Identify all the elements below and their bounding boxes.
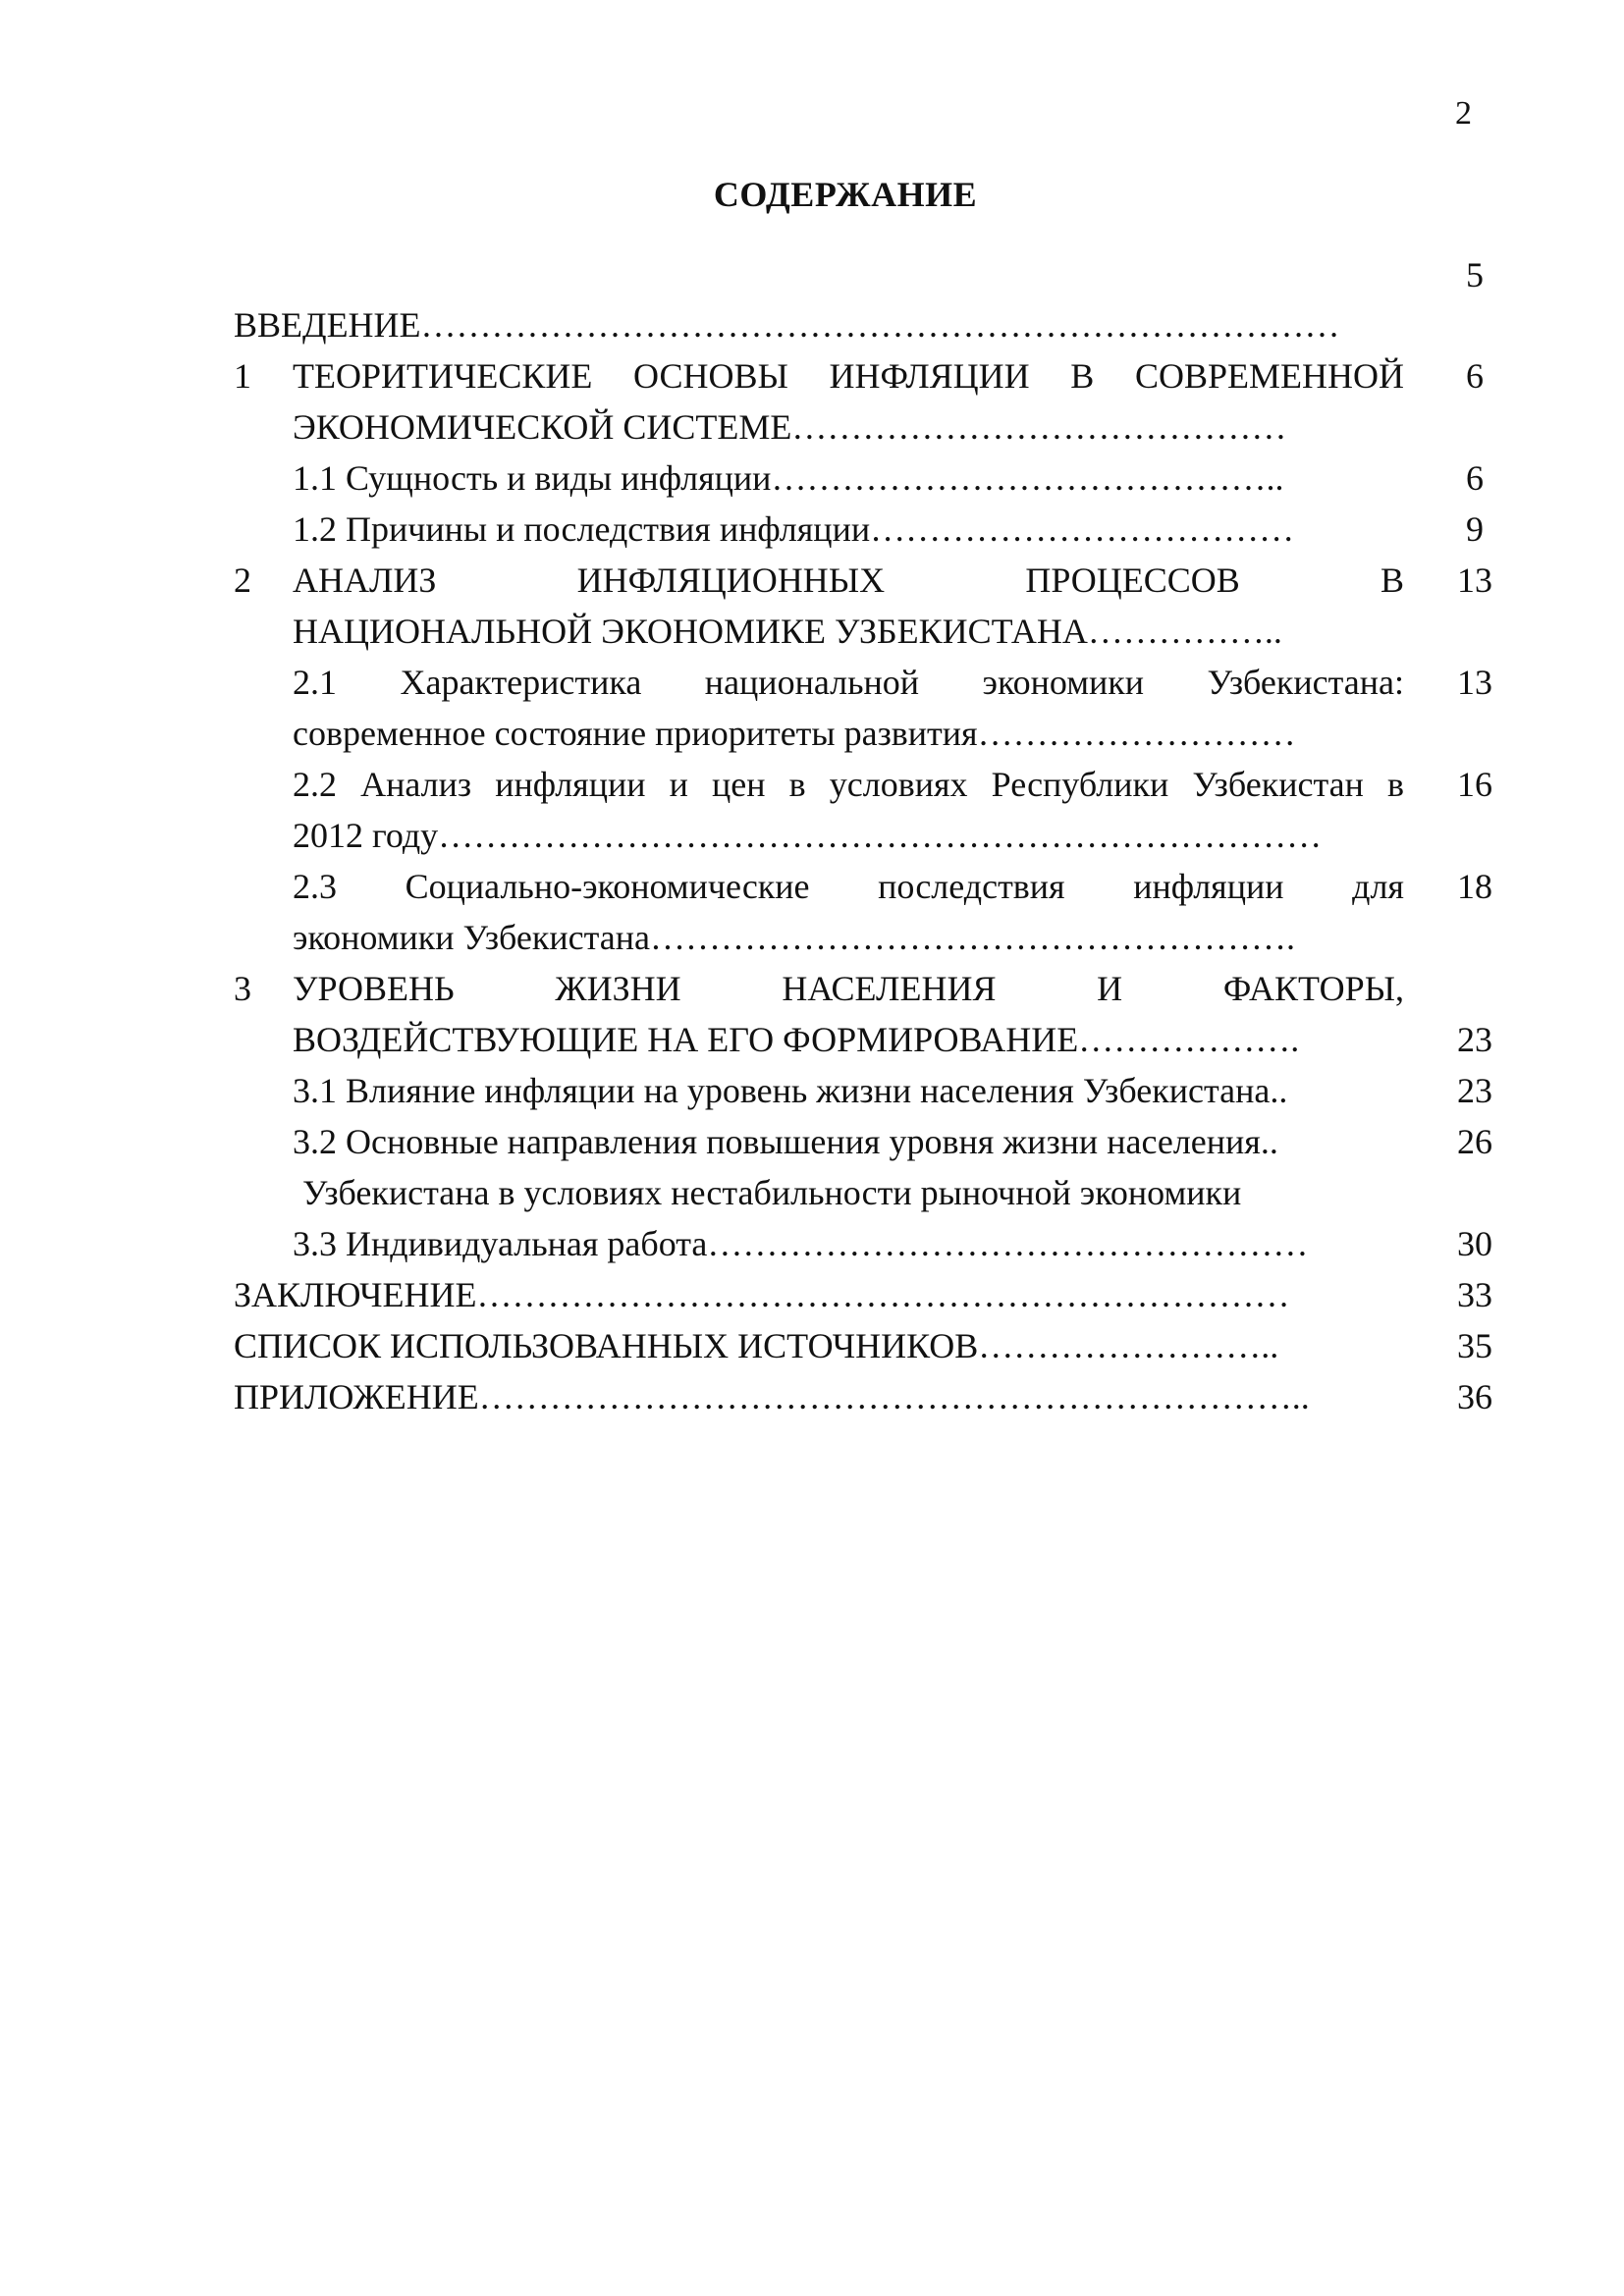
toc-section-1-2: 1.2 Причины и последствия инфляции……………………………… xyxy=(293,509,1295,549)
toc-entry-intro: ВВЕДЕНИЕ…………………………………………………………………… xyxy=(234,305,1340,345)
toc-section-2-2-line1: 2.2 Анализ инфляции и цен в условиях Республики Узбекистан в xyxy=(293,765,1404,804)
toc-page-section-3-2: 26 xyxy=(1457,1122,1492,1161)
toc-entry-conclusion: ЗАКЛЮЧЕНИЕ…………………………………………………………… xyxy=(234,1275,1290,1314)
toc-chapter-3-title-line1: УРОВЕНЬ ЖИЗНИ НАСЕЛЕНИЯ И ФАКТОРЫ, xyxy=(293,969,1404,1008)
toc-entry-sources: СПИСОК ИСПОЛЬЗОВАННЫХ ИСТОЧНИКОВ…………………….. xyxy=(234,1326,1279,1365)
toc-chapter-3-number: 3 xyxy=(234,969,251,1008)
toc-chapter-2-title-line2: НАЦИОНАЛЬНОЙ ЭКОНОМИКЕ УЗБЕКИСТАНА…………….. xyxy=(293,612,1282,651)
toc-page-chapter-3: 23 xyxy=(1457,1020,1492,1059)
toc-section-2-3-line1: 2.3 Социально-экономические последствия инфляции для xyxy=(293,867,1404,906)
toc-page-appendix: 36 xyxy=(1457,1377,1492,1416)
toc-page-chapter-2: 13 xyxy=(1457,561,1492,600)
toc-page-intro: 5 xyxy=(1466,255,1484,294)
toc-section-2-1-line2: современное состояние приоритеты развития……………………… xyxy=(293,714,1296,753)
toc-page-section-3-3: 30 xyxy=(1457,1224,1492,1263)
toc-entry-appendix: ПРИЛОЖЕНИЕ…………………………………………………………….. xyxy=(234,1377,1310,1416)
toc-chapter-1-title-line1: ТЕОРИТИЧЕСКИЕ ОСНОВЫ ИНФЛЯЦИИ В СОВРЕМЕННОЙ xyxy=(293,356,1404,396)
toc-section-3-3: 3.3 Индивидуальная работа…………………………………………… xyxy=(293,1224,1309,1263)
toc-section-3-2-line2: Узбекистана в условиях нестабильности рыночной экономики xyxy=(302,1173,1242,1212)
toc-page-chapter-1: 6 xyxy=(1466,356,1484,396)
page-title: СОДЕРЖАНИЕ xyxy=(713,175,978,214)
toc-page-section-2-2: 16 xyxy=(1457,765,1492,804)
toc-chapter-1-title-line2: ЭКОНОМИЧЕСКОЙ СИСТЕМЕ…………………………………… xyxy=(293,407,1287,447)
toc-page-section-2-1: 13 xyxy=(1457,663,1492,702)
toc-page-section-1-2: 9 xyxy=(1466,509,1484,549)
toc-chapter-1-number: 1 xyxy=(234,356,251,396)
toc-page-section-1-1: 6 xyxy=(1466,458,1484,498)
toc-page-conclusion: 33 xyxy=(1457,1275,1492,1314)
toc-chapter-2-title-line1: АНАЛИЗ ИНФЛЯЦИОННЫХ ПРОЦЕССОВ В xyxy=(293,561,1404,600)
toc-page-sources: 35 xyxy=(1457,1326,1492,1365)
toc-section-2-3-line2: экономики Узбекистана………………………………………………. xyxy=(293,918,1295,957)
toc-section-3-1: 3.1 Влияние инфляции на уровень жизни населения Узбекистана.. xyxy=(293,1071,1288,1110)
toc-chapter-2-number: 2 xyxy=(234,561,251,600)
toc-section-3-2-line1: 3.2 Основные направления повышения уровня жизни населения.. xyxy=(293,1122,1278,1161)
toc-chapter-3-title-line2: ВОЗДЕЙСТВУЮЩИЕ НА ЕГО ФОРМИРОВАНИЕ………………. xyxy=(293,1020,1300,1059)
toc-page-section-2-3: 18 xyxy=(1457,867,1492,906)
page-number: 2 xyxy=(1455,95,1472,132)
toc-section-2-2-line2: 2012 году………………………………………………………………… xyxy=(293,816,1323,855)
toc-section-2-1-line1: 2.1 Характеристика национальной экономики Узбекистана: xyxy=(293,663,1404,702)
toc-section-1-1: 1.1 Сущность и виды инфляции…………………………………….. xyxy=(293,458,1284,498)
toc-page-section-3-1: 23 xyxy=(1457,1071,1492,1110)
